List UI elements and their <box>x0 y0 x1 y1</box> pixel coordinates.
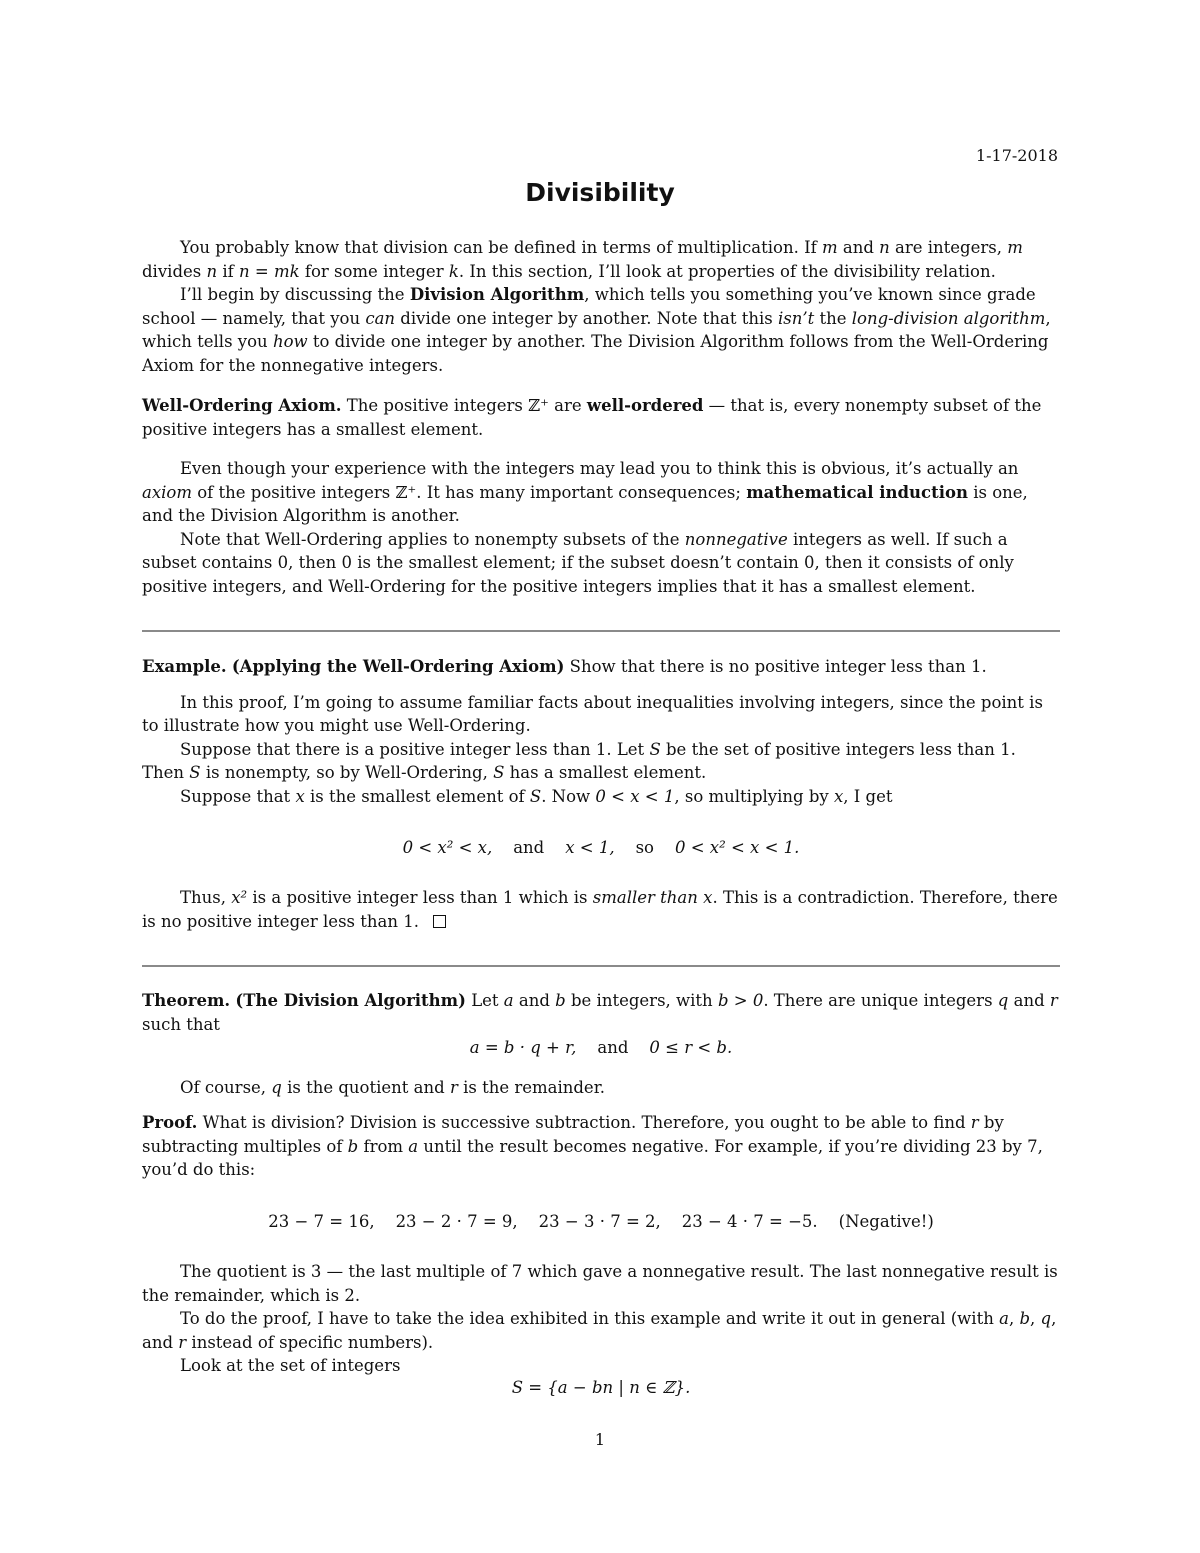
page-title: Divisibility <box>525 178 675 207</box>
qed-box-icon <box>433 915 446 928</box>
intro-paragraph-1: You probably know that division can be defined in terms of multiplication. If m and n are integers, m divides n if n = mk for some integer k. In this section, I’ll look at properties of the divisibility relation. <box>142 238 1023 281</box>
section-divider <box>142 965 1060 967</box>
section-divider <box>142 630 1060 632</box>
theorem-heading: (The Division Algorithm) <box>235 991 466 1010</box>
intro-paragraph-2: I’ll begin by discussing the Division Algorithm, which tells you something you’ve known since grade school — namely, that you can divide one integer by another. Note that this isn’t the long-division algorithm, which tells you how to divide one integer by another. The Division Algorithm follows from the Well-Ordering Axiom for the nonnegative integers. <box>142 285 1051 375</box>
division-equation: a = b · q + r, and 0 ≤ r < b. <box>469 1038 733 1057</box>
example-conclusion: Thus, x² is a positive integer less than 1 which is smaller than x. This is a contradiction. Therefore, there is no positive integer less than 1. <box>142 888 1058 931</box>
theorem-block: Theorem. (The Division Algorithm) Let a and b be integers, with b > 0. There are unique integers q and r such that <box>142 991 1058 1034</box>
theorem-note: Of course, q is the quotient and r is the remainder. <box>180 1078 606 1097</box>
example-heading: (Applying the Well-Ordering Axiom) <box>231 657 565 676</box>
example-equation: 0 < x² < x, and x < 1, so 0 < x² < x < 1. <box>402 838 800 857</box>
proof-continuation <box>142 1260 1060 1378</box>
example-block: Example. (Applying the Well-Ordering Axiom) Show that there is no positive integer less than 1. In this proof, I’m going to assume familiar facts about inequalities involving integers, since the point is to illustrate how you might use Well-Ordering. Suppose that there is a positive integer less than 1. Let S be the set of positive integers less than 1. Then S is nonempty, so by Well-Ordering, S has a smallest element. Suppose that x is the smallest element of S. Now 0 < x < 1, so multiplying by x, I get <box>142 655 1060 808</box>
set-definition: S = {a − bn | n ∈ ℤ}. <box>511 1378 691 1397</box>
proof-paragraph-2: The quotient is 3 — the last multiple of 7 which gave a nonnegative result. The last nonnegative result is the remainder, which is 2. <box>142 1262 1058 1305</box>
discussion-paragraph-2: Note that Well-Ordering applies to nonempty subsets of the nonnegative integers as well. If such a subset contains 0, then 0 is the smallest element; if the subset doesn’t contain 0, then it consists of only positive integers, and Well-Ordering for the positive integers implies that it has a smallest element. <box>142 529 1014 596</box>
discussion-section <box>142 457 1060 598</box>
discussion-paragraph-1: Even though your experience with the integers may lead you to think this is obvious, it’s actually an axiom of the positive integers ℤ⁺. It has many important consequences; mathematical induction is one, and the Division Algorithm is another. <box>142 459 1028 525</box>
example-label: Example. <box>142 657 227 676</box>
example-paragraph-2: Suppose that there is a positive integer less than 1. Let S be the set of positive integers less than 1. Then S is nonempty, so by Well-Ordering, S has a smallest element. <box>142 739 1016 782</box>
example-paragraph-3: Suppose that x is the smallest element of S. Now 0 < x < 1, so multiplying by x, I get <box>180 786 893 806</box>
subtraction-example: 23 − 7 = 16, 23 − 2 · 7 = 9, 23 − 3 · 7 = 2, 23 − 4 · 7 = −5. (Negative!) <box>268 1212 934 1231</box>
theorem-label: Theorem. <box>142 991 231 1010</box>
example-paragraph-1: In this proof, I’m going to assume familiar facts about inequalities involving integers, since the point is to illustrate how you might use Well-Ordering. <box>142 692 1043 735</box>
proof-paragraph-3: To do the proof, I have to take the idea exhibited in this example and write it out in general (with a, b, q, and r instead of specific numbers). <box>142 1309 1057 1352</box>
date: 1-17-2018 <box>975 146 1058 165</box>
proof-paragraph-4: Look at the set of integers <box>180 1356 401 1375</box>
proof-label: Proof. <box>142 1113 198 1132</box>
page-number: 1 <box>594 1430 606 1449</box>
proof-block: Proof. What is division? Division is successive subtraction. Therefore, you ought to be able to find r by subtracting multiples of b from a until the result becomes negative. For example, if you’re dividing 23 by 7, you’d do this: <box>142 1113 1043 1179</box>
well-ordering-axiom: Well-Ordering Axiom. The positive integers ℤ⁺ are well-ordered — that is, every nonempty subset of the positive integers has a smallest element. <box>142 396 1042 439</box>
intro-section <box>142 236 1060 377</box>
axiom-label: Well-Ordering Axiom. <box>142 396 342 415</box>
